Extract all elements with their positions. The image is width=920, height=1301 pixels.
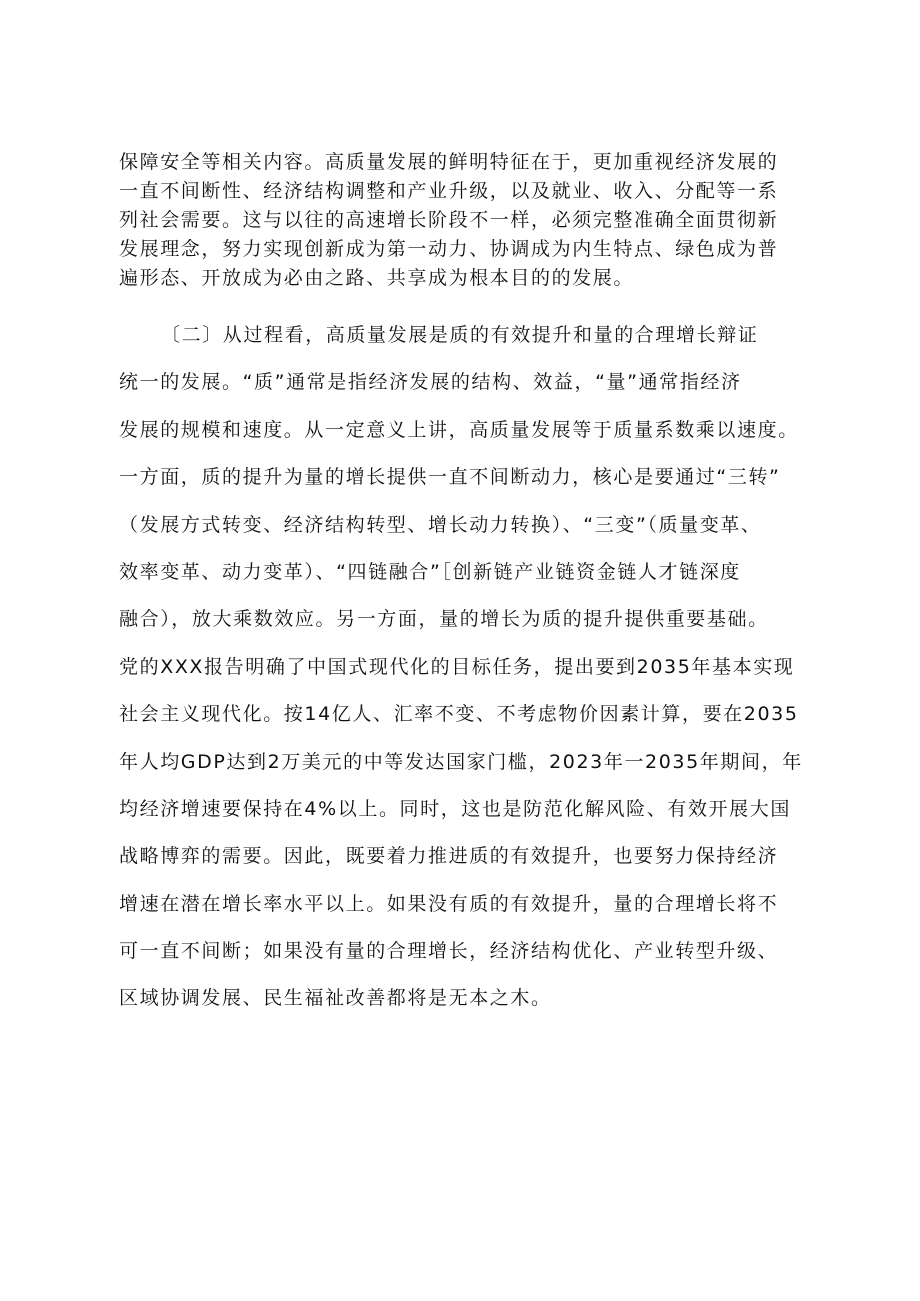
text-line: （发展方式转变、经济结构转型、增长动力转换）、“三变”（质量变革、 [119, 513, 762, 536]
text-line: 可一直不间断；如果没有量的合理增长，经济结构优化、产业转型升级、 [119, 940, 779, 963]
text-line: 遍形态、开放成为必由之路、共享成为根本目的的发展。 [119, 267, 635, 289]
text-line: 列社会需要。这与以往的高速增长阶段不一样，必须完整准确全面贯彻新 [119, 209, 779, 231]
text-line: 党的XXX报告明确了中国式现代化的目标任务，提出要到2035年基本实现 [119, 655, 795, 678]
text-line: 均经济增速要保持在4%以上。同时，这也是防范化解风险、有效开展大国 [119, 797, 791, 820]
text-line: 一方面，质的提升为量的增长提供一直不间断动力，核心是要通过“三转” [119, 466, 781, 489]
text-line: 战略博弈的需要。因此，既要着力推进质的有效提升，也要努力保持经济 [119, 845, 779, 868]
text-line: 一直不间断性、经济结构调整和产业升级，以及就业、收入、分配等一系 [119, 180, 779, 202]
text-line: 社会主义现代化。按14亿人、汇率不变、不考虑物价因素计算，要在2035 [119, 703, 799, 726]
text-line: 区域协调发展、民生福祉改善都将是无本之木。 [119, 987, 552, 1010]
text-line: 效率变革、动力变革）、“四链融合”［创新链产业链资金链人才链深度 [119, 560, 741, 583]
text-line: 发展的规模和速度。从一定意义上讲，高质量发展等于质量系数乘以速度。 [119, 418, 799, 441]
text-line: 发展理念，努力实现创新成为第一动力、协调成为内生特点、绿色成为普 [119, 238, 779, 260]
text-line: 增速在潜在增长率水平以上。如果没有质的有效提升，量的合理增长将不 [119, 892, 779, 915]
text-line: 保障安全等相关内容。高质量发展的鲜明特征在于，更加重视经济发展的 [119, 151, 779, 173]
text-line: 年人均GDP达到2万美元的中等发达国家门槛，2023年一2035年期间，年 [119, 750, 803, 773]
paragraph-1 [119, 148, 809, 293]
text-line: 统一的发展。“质”通常是指经济发展的结构、效益，“量”通常指经济 [119, 371, 742, 394]
paragraph-2 [119, 312, 809, 1023]
text-line: 融合），放大乘数效应。另一方面，量的增长为质的提升提供重要基础。 [119, 608, 769, 631]
text-line: 〔二〕从过程看，高质量发展是质的有效提升和量的合理增长辩证 [161, 324, 759, 346]
